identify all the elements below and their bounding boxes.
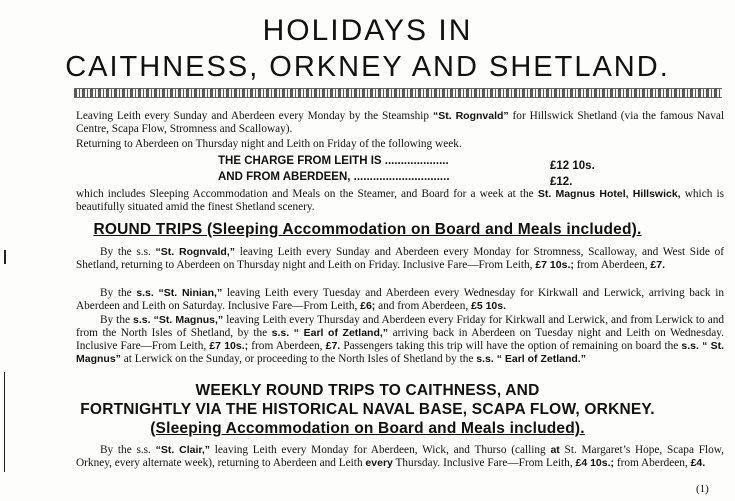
ship-name: s.s. “St. Magnus,” [132,314,224,326]
fare: £4 10s.; [575,457,615,469]
charge-amount: £12. [550,176,573,188]
weekly-heading-3-text: (Sleeping Accommodation on Board and Meals included). [150,420,585,437]
hotel-name: St. Magnus Hotel, Hillswick, [537,188,681,200]
weekly-heading-2: FORTNIGHTLY VIA THE HISTORICAL NAVAL BASE, SCAPA FLOW, ORKNEY. [80,401,655,418]
ship-name: “St. Clair,” [155,444,211,456]
round-trips-heading-text: ROUND TRIPS (Sleeping Accommodation on Board and Meals included). [93,221,642,238]
trip-clair [76,444,724,470]
trip-text: at Lerwick on the Sunday, or proceeding to the North Isles of Shetland by the [123,353,474,365]
return-paragraph: Returning to Aberdeen on Thursday night and Leith on Friday of the following week. [76,138,462,150]
trip-text: arriving back in Aberdeen on Tuesday night and Leith on Wednesday. Inclusive Fare—From Leith, [76,327,724,352]
fare: £7. [325,340,341,352]
trip-text: leaving Leith every Sunday and Aberdeen every Monday for Stromness, Scalloway, and West Side of Shetland, returning to Aberdeen on Thursday night and Leith on Friday. Inclusive Fare—From Leith, [76,246,724,271]
page-number: (1) [696,483,709,495]
trip-text: leaving Leith every Monday for Aberdeen, Wick, and Thurso (calling [214,444,546,456]
trip-text: St. Margaret’s Hope, Scapa Flow, Orkney, every alternate week), returning to Aberdeen and Leith [76,444,725,469]
ship-name: s.s. “ Earl of Zetland,” [271,327,389,339]
charge-amount: £12 10s. [550,160,595,172]
trip-text: leaving Leith every Tuesday and Aberdeen every Wednesday for Kirkwall and Lerwick, arriving back in Aberdeen and Leith on Saturday. Inclusive Fare—From Leith, [76,287,725,312]
fare: £7 10s.; [209,340,249,352]
trip-text: from Aberdeen, [616,457,688,469]
trip-text: By the [100,314,130,326]
fare: £7. [650,259,666,271]
ship-name: s.s. “St. Ninian,” [136,287,223,299]
trip-text: By the [100,287,132,299]
trip-text: Passengers taking this trip will have the option of remaining on board the [343,340,679,352]
includes-text: which includes Sleeping Accommodation and Meals on the Steamer, and Board for a week at the [76,188,534,200]
weekly-heading-3 [0,419,735,438]
charge-label: THE CHARGE FROM LEITH IS .................... [218,155,449,167]
includes-text-2: which is beautifully situated amid the finest Shetland scenery. [76,188,725,213]
trip-rognvald [76,246,724,272]
scan-mark [4,372,5,472]
trip-ninian [76,287,724,313]
charge-label: AND FROM ABERDEEN, .............................. [218,171,450,183]
trip-text: By the s.s. [100,246,151,258]
trip-text: leaving Leith every Thursday and Aberdeen every Friday for Kirkwall and Lerwick, and from Lerwick to and from the North Isles of Shetland, by the [76,314,724,339]
ship-name: “St. Rognvald,” [155,246,235,258]
trip-text: and from Aberdeen, [378,300,469,312]
includes-paragraph [76,188,724,214]
intro-text: Leaving Leith every Sunday and Aberdeen every Monday by the Steamship [76,110,430,122]
scan-mark [4,250,6,264]
round-trips-heading [0,220,735,239]
intro-text-2: for Hillswick Shetland (via the famous Naval Centre, Scapa Flow, Stromness and Scalloway). [76,110,724,135]
trip-text: from Aberdeen, [576,259,648,271]
ship-name: s.s. “ St. Magnus” [76,340,725,365]
trip-magnus [76,314,724,366]
intro-paragraph [76,110,724,136]
fare: £5 10s. [471,300,507,312]
fare: £7 10s.; [535,259,574,271]
bold-word: every [365,457,393,469]
bold-word: at [550,444,560,456]
ship-name: s.s. “ Earl of Zetland.” [476,353,586,365]
ship-name: “St. Rognvald” [432,110,509,122]
weekly-heading-1: WEEKLY ROUND TRIPS TO CAITHNESS, AND [195,382,540,399]
trip-text: By the s.s. [100,444,151,456]
trip-text: Thursday. Inclusive Fare—From Leith, [395,457,573,469]
trip-text: from Aberdeen, [251,340,323,352]
fare: £6; [360,300,376,312]
title-line-2: CAITHNESS, ORKNEY AND SHETLAND. [65,51,670,83]
charge-row [218,170,638,190]
fare: £4. [690,457,706,469]
ornamental-rule [74,88,722,98]
title-line-1: HOLIDAYS IN [262,14,473,47]
